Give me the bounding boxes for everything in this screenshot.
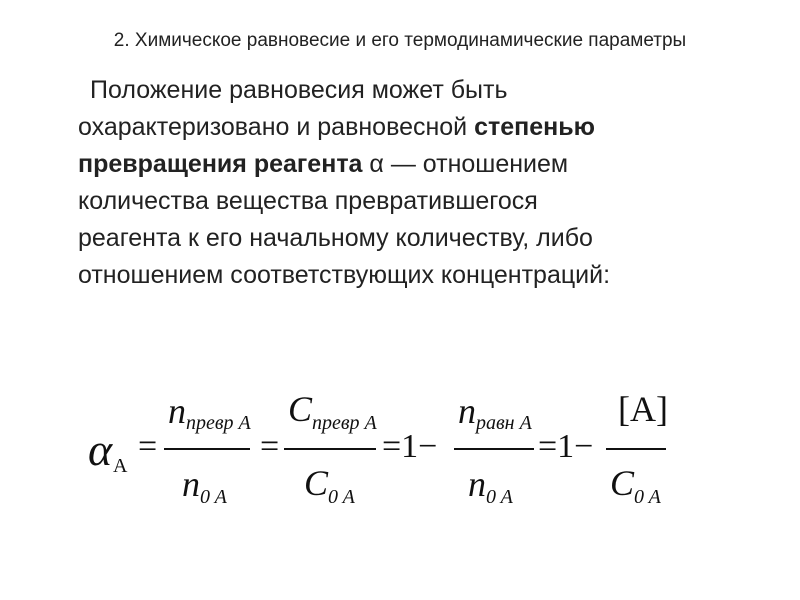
- term-degree: степенью: [474, 113, 595, 141]
- frac2-bar: [284, 448, 376, 450]
- frac2-den-sub: 0 A: [328, 486, 355, 508]
- frac4-den-c: C: [610, 463, 635, 503]
- frac1-den-n: n: [182, 464, 200, 504]
- frac3-den-n: n: [468, 464, 486, 504]
- frac2-den-c: C: [304, 463, 329, 503]
- paragraph-line-1: Положение равновесия может быть: [90, 76, 508, 104]
- conversion-degree-formula: [60, 378, 760, 528]
- formula-alpha-sub: A: [113, 455, 128, 477]
- frac3-num-n: n: [458, 391, 476, 431]
- paragraph-line-5: реагента к его начальному количеству, либо: [78, 224, 593, 252]
- frac3-bar: [454, 448, 534, 450]
- frac1-bar: [164, 448, 250, 450]
- frac4-bar: [606, 448, 666, 450]
- paragraph-line-2-text: охарактеризовано и равновесной: [78, 113, 475, 141]
- frac3-num-sub: равн A: [476, 412, 532, 434]
- frac2-num-c: C: [288, 389, 313, 429]
- frac1-num-n: n: [168, 391, 186, 431]
- body-paragraph: [78, 72, 768, 294]
- frac2-num-sub: превр A: [312, 412, 377, 434]
- formula-equals-1: =: [138, 428, 158, 465]
- paragraph-line-3: [78, 146, 768, 183]
- frac1-num-sub: превр A: [186, 412, 251, 434]
- formula-one-minus-1: =1−: [382, 428, 438, 465]
- term-conversion: превращения реагента: [78, 150, 363, 178]
- frac4-num-bracket: [A]: [618, 389, 668, 429]
- formula-one-minus-2: =1−: [538, 428, 594, 465]
- formula-equals-2: =: [260, 428, 280, 465]
- paragraph-line-6: отношением соответствующих концентраций:: [78, 261, 611, 289]
- paragraph-line-2: [78, 109, 768, 146]
- slide-title: 2. Химическое равновесие и его термодинамические параметры: [113, 30, 687, 51]
- paragraph-line-4: количества вещества превратившегося: [78, 187, 538, 215]
- paragraph-line-3-text: α — отношением: [362, 150, 569, 178]
- frac3-den-sub: 0 A: [486, 486, 513, 508]
- formula-alpha: α: [88, 424, 113, 475]
- frac1-den-sub: 0 A: [200, 486, 227, 508]
- frac4-den-sub: 0 A: [634, 486, 661, 508]
